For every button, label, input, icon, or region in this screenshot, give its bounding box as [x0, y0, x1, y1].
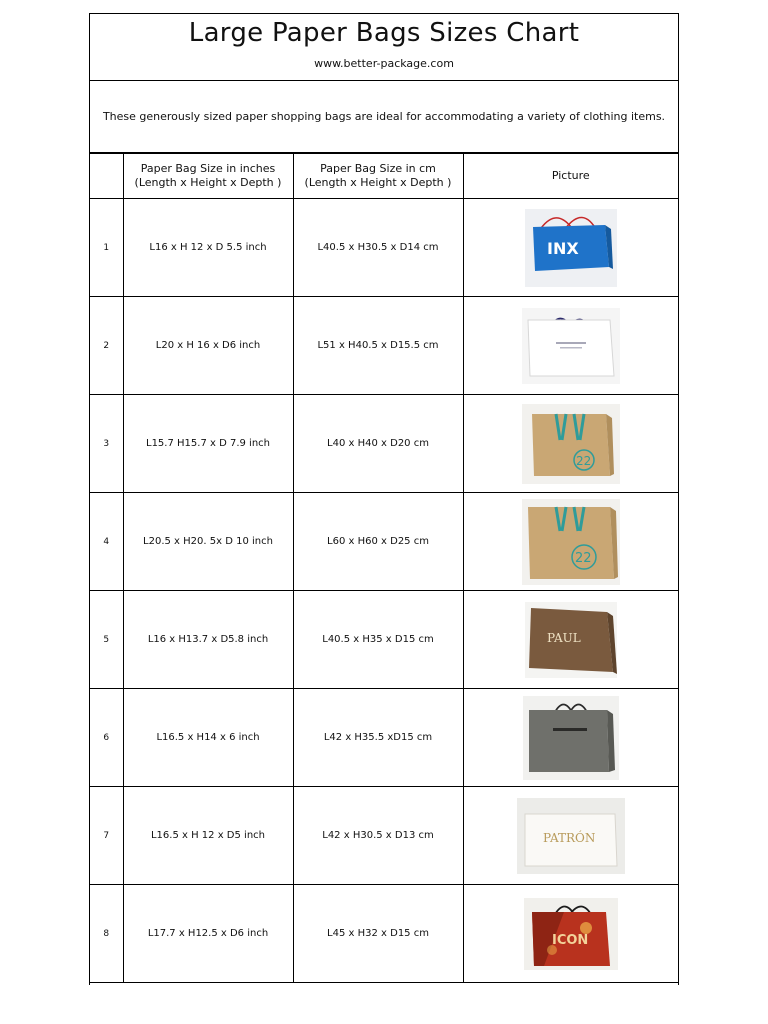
svg-text:PATRÓN: PATRÓN	[542, 830, 596, 845]
svg-text:22: 22	[574, 550, 592, 566]
table-row	[90, 395, 678, 493]
row-number: 4	[90, 493, 123, 591]
row-number: 7	[90, 787, 123, 885]
header-size-cm	[293, 154, 463, 199]
picture-cell	[463, 591, 678, 689]
row-number: 8	[90, 885, 123, 983]
size-inches: L16.5 x H14 x 6 inch	[123, 689, 293, 787]
kraft-bag-image	[522, 404, 620, 484]
row-number: 3	[90, 395, 123, 493]
size-inches: L20.5 x H20. 5x D 10 inch	[123, 493, 293, 591]
row-number: 2	[90, 297, 123, 395]
row-number: 1	[90, 199, 123, 297]
picture-cell	[463, 395, 678, 493]
picture-cell	[463, 885, 678, 983]
size-cm: L40 x H40 x D20 cm	[293, 395, 463, 493]
size-inches: L16 x H 12 x D 5.5 inch	[123, 199, 293, 297]
header-size-inches	[123, 154, 293, 199]
svg-text:22: 22	[575, 453, 592, 468]
table-row	[90, 493, 678, 591]
size-inches: L17.7 x H12.5 x D6 inch	[123, 885, 293, 983]
document-header	[90, 14, 678, 81]
table-row	[90, 199, 678, 297]
website-url: www.better-package.com	[314, 57, 454, 70]
picture-cell	[463, 493, 678, 591]
size-inches: L15.7 H15.7 x D 7.9 inch	[123, 395, 293, 493]
row-number: 6	[90, 689, 123, 787]
brown-bag-image	[525, 602, 617, 678]
header-picture: Picture	[463, 154, 678, 199]
table-row	[90, 885, 678, 983]
document-page	[89, 13, 679, 985]
size-cm: L42 x H30.5 x D13 cm	[293, 787, 463, 885]
red-bag-image	[524, 898, 618, 970]
description-text: These generously sized paper shopping bags are ideal for accommodating a variety of clothing items.	[90, 81, 678, 153]
picture-cell	[463, 297, 678, 395]
size-inches: L16 x H13.7 x D5.8 inch	[123, 591, 293, 689]
picture-cell	[463, 199, 678, 297]
table-row	[90, 591, 678, 689]
size-cm: L40.5 x H30.5 x D14 cm	[293, 199, 463, 297]
page-title: Large Paper Bags Sizes Chart	[188, 18, 580, 48]
size-inches: L20 x H 16 x D6 inch	[123, 297, 293, 395]
size-cm: L40.5 x H35 x D15 cm	[293, 591, 463, 689]
kraft-bag-image	[522, 499, 620, 585]
table-header-row	[90, 154, 678, 199]
row-number: 5	[90, 591, 123, 689]
table-row	[90, 689, 678, 787]
size-cm: L60 x H60 x D25 cm	[293, 493, 463, 591]
svg-text:PAUL: PAUL	[546, 630, 581, 645]
size-cm: L45 x H32 x D15 cm	[293, 885, 463, 983]
size-inches: L16.5 x H 12 x D5 inch	[123, 787, 293, 885]
header-inches-line2: (Length x Height x Depth )	[134, 176, 282, 189]
header-inches-line1: Paper Bag Size in inches	[140, 162, 276, 175]
table-row	[90, 297, 678, 395]
svg-text:ICON: ICON	[551, 932, 589, 948]
white-bag-image	[522, 308, 620, 384]
header-number	[90, 154, 123, 199]
grey-bag-image	[523, 696, 619, 780]
table-row	[90, 787, 678, 885]
blue-bag-image	[525, 209, 617, 287]
size-cm: L42 x H35.5 xD15 cm	[293, 689, 463, 787]
header-cm-line1: Paper Bag Size in cm	[320, 162, 436, 175]
svg-text:INX: INX	[546, 238, 579, 258]
size-table	[90, 153, 678, 983]
picture-cell	[463, 689, 678, 787]
size-cm: L51 x H40.5 x D15.5 cm	[293, 297, 463, 395]
header-cm-line2: (Length x Height x Depth )	[304, 176, 452, 189]
white-bag-image	[517, 798, 625, 874]
picture-cell	[463, 787, 678, 885]
